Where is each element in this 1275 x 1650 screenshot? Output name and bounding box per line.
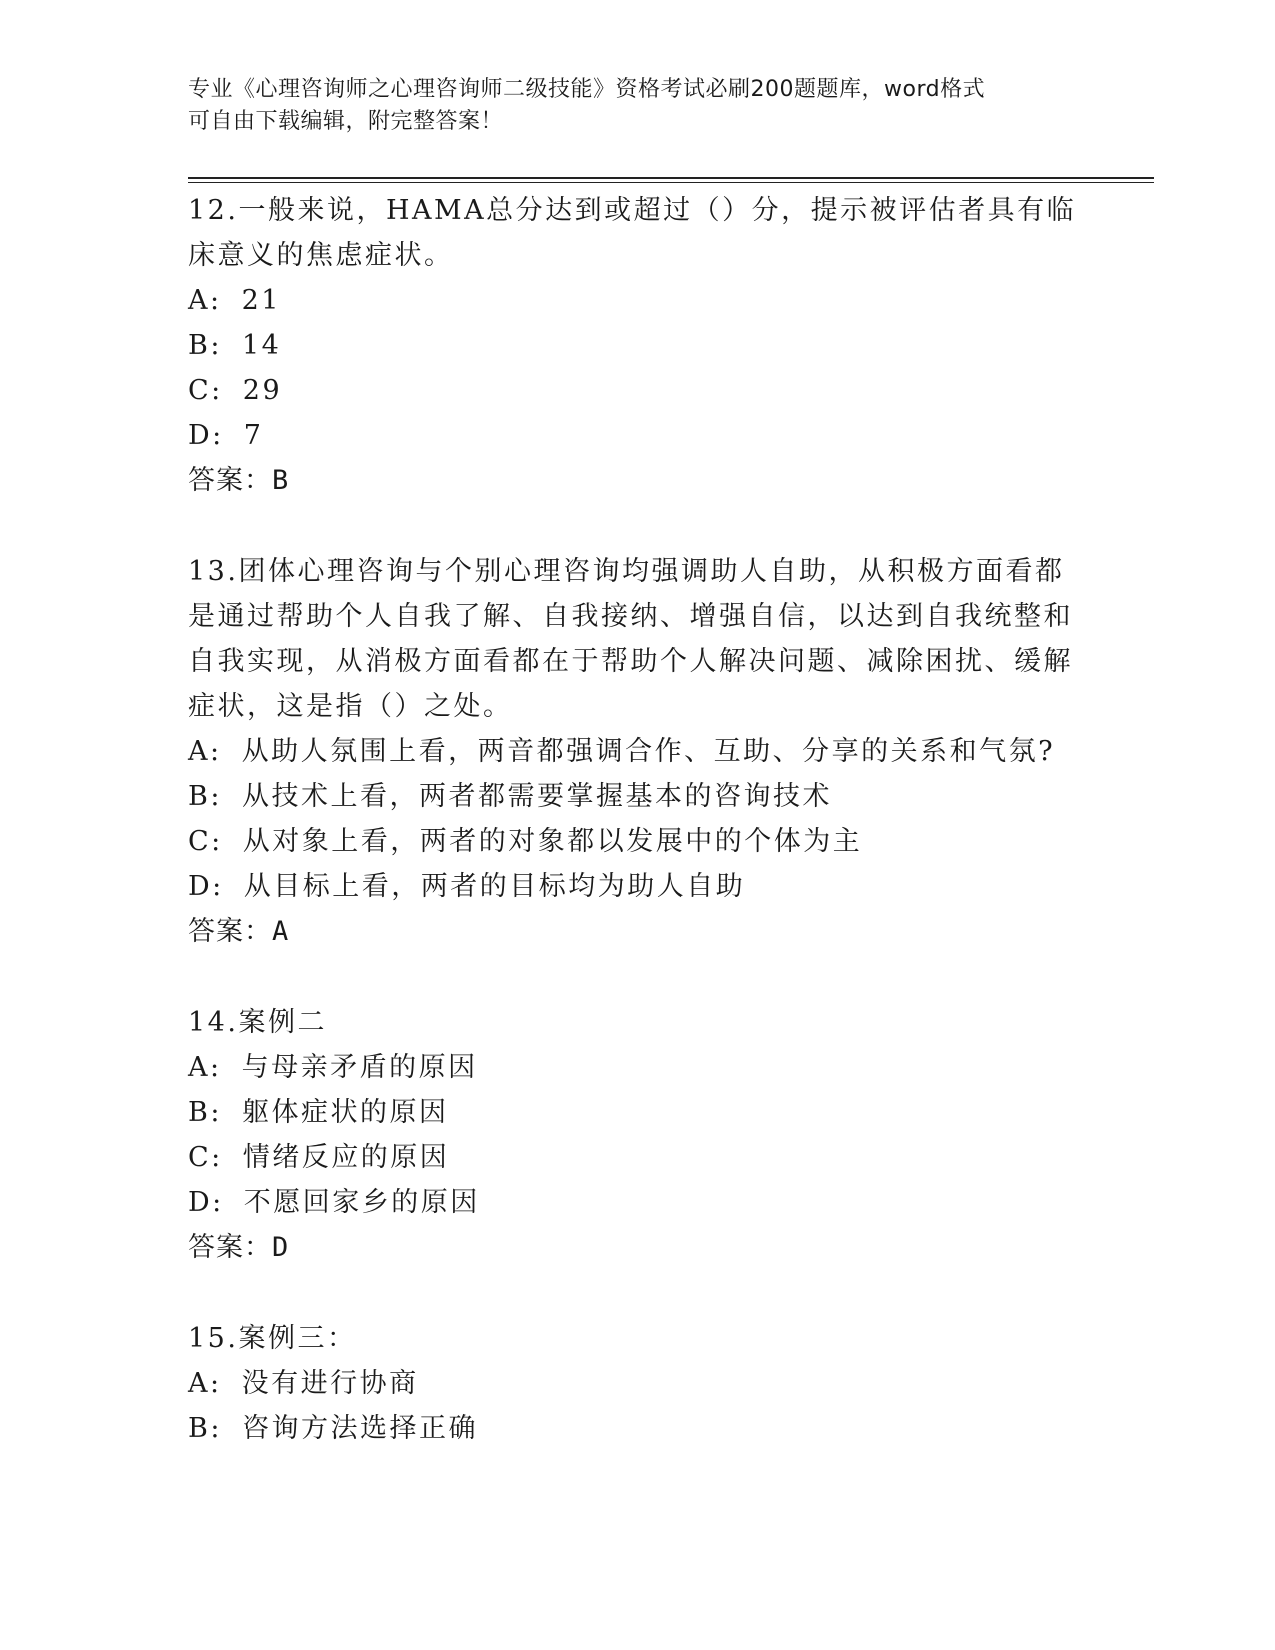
option-letter: B: <box>188 781 222 812</box>
question-13 <box>188 549 1088 954</box>
option-a <box>188 729 1088 774</box>
option-letter: B: <box>188 1097 222 1128</box>
option-text: 14 <box>241 330 282 361</box>
header-line-1: 专业《心理咨询师之心理咨询师二级技能》资格考试必刷200题题库，word格式 <box>188 77 986 102</box>
answer-value: B <box>272 465 290 496</box>
option-text: 不愿回家乡的原因 <box>243 1187 480 1218</box>
question-number: 14. <box>188 1007 239 1038</box>
option-letter: A: <box>188 1368 222 1399</box>
option-text: 从技术上看，两者都需要掌握基本的咨询技术 <box>241 781 832 812</box>
option-text: 29 <box>242 375 283 406</box>
question-12 <box>188 188 1088 503</box>
header-divider-top <box>188 177 1154 179</box>
option-letter: A: <box>188 285 222 316</box>
answer-label: 答案： <box>188 1232 272 1263</box>
option-d <box>188 1180 1088 1225</box>
question-number: 15. <box>188 1323 239 1354</box>
option-b <box>188 1406 1088 1451</box>
question-text <box>188 549 1088 729</box>
answer-value: A <box>272 916 290 947</box>
option-letter: C: <box>188 826 223 857</box>
option-text: 情绪反应的原因 <box>242 1142 450 1173</box>
answer-label: 答案： <box>188 916 272 947</box>
option-d <box>188 413 1088 458</box>
option-text: 从目标上看，两者的目标均为助人自助 <box>243 871 746 902</box>
question-text <box>188 188 1088 278</box>
option-c <box>188 819 1088 864</box>
answer-line <box>188 1225 1088 1270</box>
question-list <box>188 188 1088 1497</box>
option-a <box>188 278 1088 323</box>
option-b <box>188 774 1088 819</box>
option-d <box>188 864 1088 909</box>
question-body: 案例三： <box>238 1323 357 1354</box>
header-line-2: 可自由下载编辑，附完整答案！ <box>188 109 504 134</box>
question-text <box>188 1000 1088 1045</box>
option-text: 从对象上看，两者的对象都以发展中的个体为主 <box>242 826 863 857</box>
answer-line <box>188 458 1088 503</box>
option-c <box>188 368 1088 413</box>
answer-value: D <box>272 1232 290 1263</box>
option-letter: A: <box>188 736 222 767</box>
option-text: 从助人氛围上看，两音都强调合作、互助、分享的关系和气氛? <box>241 736 1056 767</box>
option-a <box>188 1361 1088 1406</box>
question-14 <box>188 1000 1088 1270</box>
option-b <box>188 323 1088 368</box>
answer-line <box>188 909 1088 954</box>
option-text: 躯体症状的原因 <box>241 1097 449 1128</box>
option-letter: D: <box>188 420 224 451</box>
option-text: 与母亲矛盾的原因 <box>241 1052 478 1083</box>
option-c <box>188 1135 1088 1180</box>
option-letter: A: <box>188 1052 222 1083</box>
option-letter: D: <box>188 871 224 902</box>
option-letter: D: <box>188 1187 224 1218</box>
question-15 <box>188 1316 1088 1451</box>
option-text: 咨询方法选择正确 <box>241 1413 478 1444</box>
option-letter: C: <box>188 375 223 406</box>
header-divider-bottom <box>188 182 1154 183</box>
option-text: 没有进行协商 <box>241 1368 419 1399</box>
option-text: 7 <box>243 420 264 451</box>
option-letter: C: <box>188 1142 223 1173</box>
question-text <box>188 1316 1088 1361</box>
option-letter: B: <box>188 1413 222 1444</box>
question-body: 一般来说，HAMA总分达到或超过（）分，提示被评估者具有临床意义的焦虑症状。 <box>188 195 1077 271</box>
option-text: 21 <box>241 285 281 316</box>
question-number: 12. <box>188 195 239 226</box>
document-header <box>188 74 1088 138</box>
question-body: 团体心理咨询与个别心理咨询均强调助人自助，从积极方面看都是通过帮助个人自我了解、自我接纳、增强自信，以达到自我统整和自我实现，从消极方面看都在于帮助个人解决问题、减除困扰、缓解症状，这是指（）之处。 <box>188 556 1073 722</box>
option-letter: B: <box>188 330 222 361</box>
option-b <box>188 1090 1088 1135</box>
option-a <box>188 1045 1088 1090</box>
answer-label: 答案： <box>188 465 272 496</box>
question-number: 13. <box>188 556 239 587</box>
question-body: 案例二 <box>238 1007 327 1038</box>
